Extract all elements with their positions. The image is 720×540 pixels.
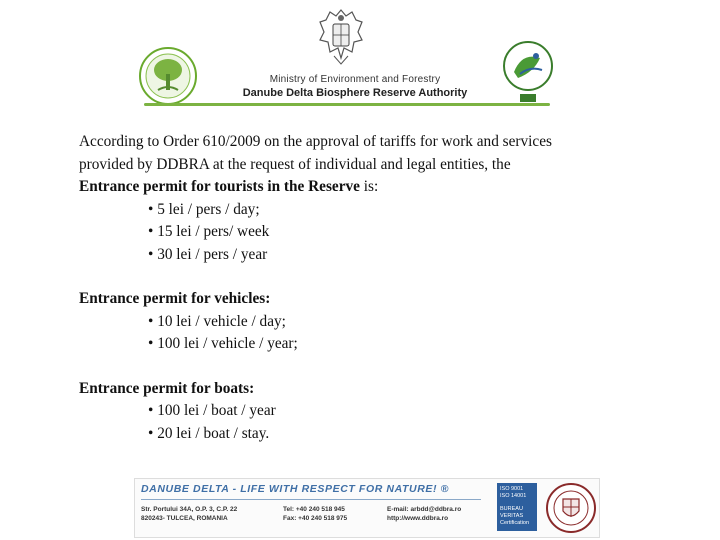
footer-slogan: DANUBE DELTA - LIFE WITH RESPECT FOR NATURE! ® [141, 483, 449, 495]
list-item: • 100 lei / vehicle / year; [148, 333, 693, 356]
boat-permit-title: Entrance permit for boats: [79, 379, 255, 397]
boat-permit-section [79, 378, 693, 446]
letterhead [0, 0, 720, 112]
intro-paragraph [79, 131, 693, 199]
iso-line-2: ISO 14001 [500, 493, 527, 499]
tariff-text [79, 131, 693, 445]
tourist-tariff-list [79, 199, 693, 267]
iso-line-3: BUREAU VERITAS [500, 506, 524, 519]
list-item: • 5 lei / pers / day; [148, 199, 693, 222]
fax-line: Fax: +40 240 518 975 [283, 515, 348, 522]
biosphere-reserve-logo-icon [500, 38, 556, 106]
phone-line: Tel: +40 240 518 945 [283, 506, 345, 513]
intro-line-2: provided by DDBRA at the request of individual and legal entities, the [79, 155, 511, 173]
list-item: • 10 lei / vehicle / day; [148, 311, 693, 334]
vehicle-tariff-list [79, 311, 693, 356]
iso-line-4: Certification [500, 520, 530, 526]
intro-line-1: According to Order 610/2009 on the approval of tariffs for work and services [79, 133, 552, 150]
website-line: http://www.ddbra.ro [387, 515, 449, 522]
iso-certification-badge [497, 483, 537, 531]
list-item: • 100 lei / boat / year [148, 400, 693, 423]
coat-of-arms-icon [316, 6, 366, 68]
authority-name: Danube Delta Biosphere Reserve Authority [242, 87, 468, 99]
boat-tariff-list [79, 400, 693, 445]
address-line-1: Str. Portului 34A, O.P. 3, C.P. 22 [141, 506, 238, 513]
list-item: • 20 lei / boat / stay. [148, 423, 693, 446]
vehicle-permit-section [79, 288, 693, 356]
footer-divider [141, 499, 481, 500]
header-divider [144, 103, 550, 106]
bureau-veritas-seal-icon [545, 481, 597, 535]
list-item: • 30 lei / pers / year [148, 244, 693, 267]
tourist-permit-line [79, 176, 693, 199]
footer-contact [387, 505, 461, 523]
email-line: E-mail: arbdd@ddbra.ro [387, 506, 462, 513]
ministry-name: Ministry of Environment and Forestry [269, 74, 441, 85]
eco-tree-logo-icon [136, 44, 200, 108]
vehicle-permit-title: Entrance permit for vehicles: [79, 290, 271, 307]
footer-banner [134, 478, 600, 538]
tourist-permit-title: Entrance permit for tourists in the Reserve [79, 178, 360, 195]
footer-address [141, 505, 237, 523]
list-item: • 15 lei / pers/ week [148, 221, 693, 244]
footer-phone [283, 505, 347, 523]
address-line-2: 820243- TULCEA, ROMANIA [141, 515, 228, 522]
tourist-permit-suffix: is: [359, 178, 379, 195]
iso-line-1: ISO 9001 [500, 486, 524, 492]
